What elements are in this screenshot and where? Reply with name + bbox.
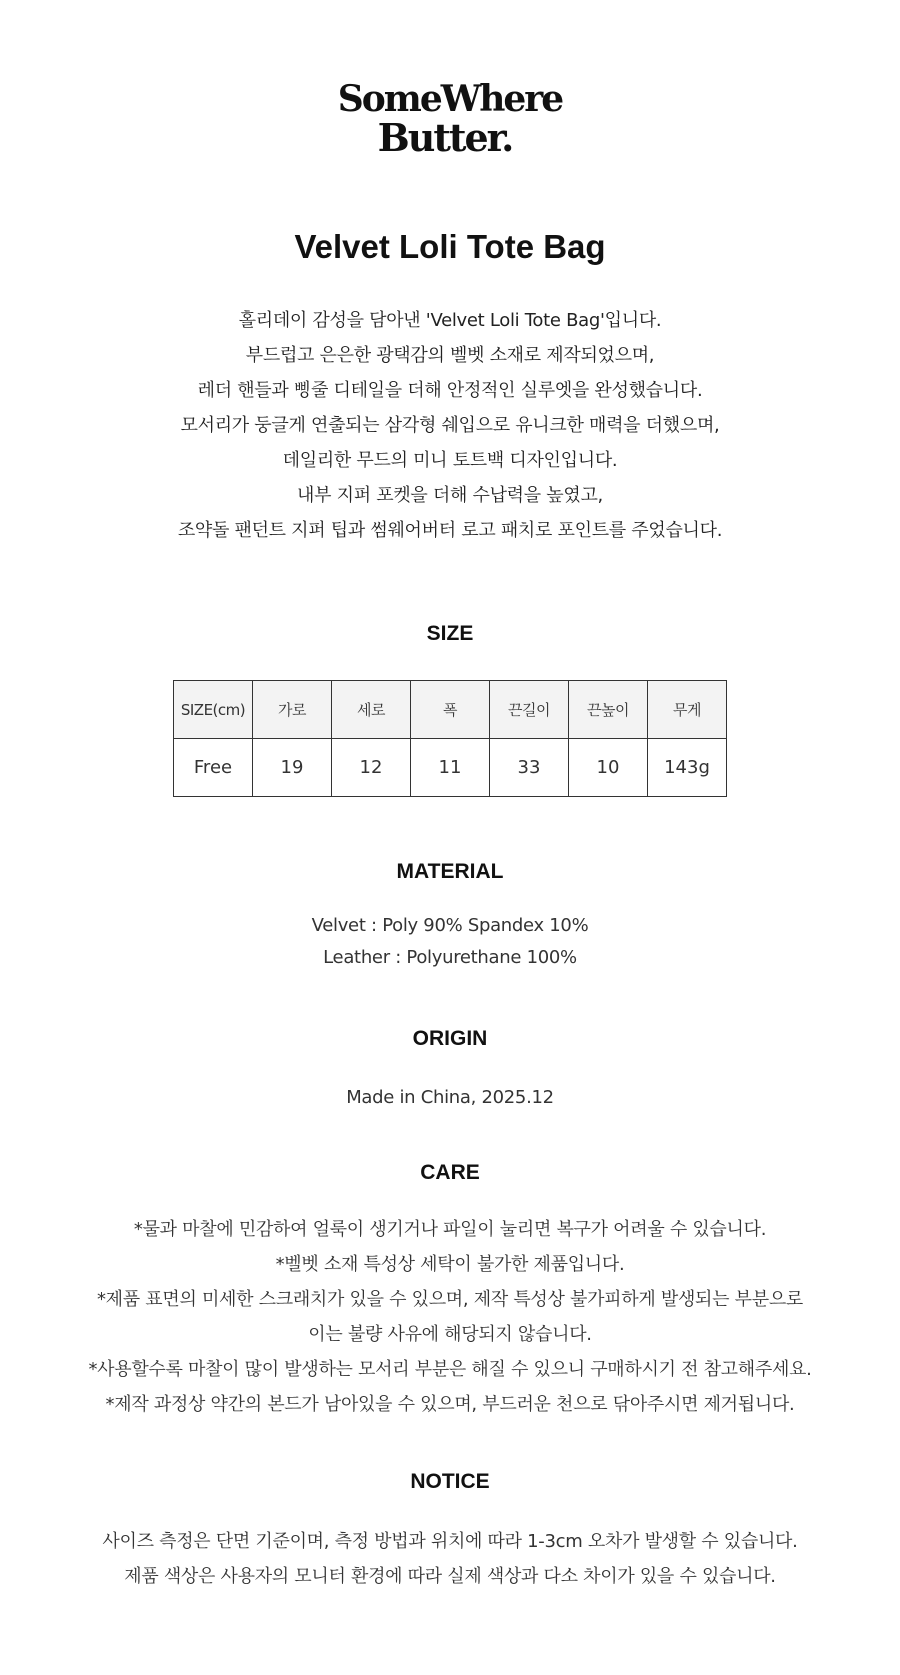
- origin-line: Made in China, 2025.12: [346, 1087, 554, 1108]
- size-header-cell: 폭: [411, 681, 490, 739]
- size-header-cell: 세로: [332, 681, 411, 739]
- size-header-cell: 가로: [253, 681, 332, 739]
- size-heading: SIZE: [426, 622, 474, 645]
- care-text: [0, 1212, 900, 1422]
- size-value-cell: 12: [332, 739, 411, 797]
- size-value-cell: 33: [490, 739, 569, 797]
- care-line: *제품 표면의 미세한 스크래치가 있을 수 있으며, 제작 특성상 불가피하게 발생되는 부분으로: [96, 1289, 803, 1310]
- brand-logo: [0, 80, 900, 158]
- description-line: 레더 핸들과 삥줄 디테일을 더해 안정적인 실루엣을 완성했습니다.: [197, 380, 703, 401]
- size-value-cell: 19: [253, 739, 332, 797]
- description-line: 부드럽고 은은한 광택감의 벨벳 소재로 제작되었으며,: [245, 345, 655, 366]
- brand-logo-line2: Butter.: [377, 115, 513, 160]
- material-line: Velvet : Poly 90% Spandex 10%: [311, 915, 589, 936]
- size-header-cell: 끈길이: [490, 681, 569, 739]
- product-title: Velvet Loli Tote Bag: [294, 228, 606, 265]
- care-line: *사용할수록 마찰이 많이 발생하는 모서리 부분은 해질 수 있으니 구매하시기 전 참고해주세요.: [88, 1359, 812, 1380]
- size-value-cell: 10: [569, 739, 648, 797]
- notice-line: 제품 색상은 사용자의 모니터 환경에 따라 실제 색상과 다소 차이가 있을 수 있습니다.: [124, 1566, 776, 1587]
- material-line: Leather : Polyurethane 100%: [323, 947, 577, 968]
- notice-heading: NOTICE: [410, 1470, 490, 1493]
- description-line: 조약돌 팬던트 지퍼 팁과 썸웨어버터 로고 패치로 포인트를 주었습니다.: [177, 520, 723, 541]
- size-header-cell: SIZE(cm): [174, 681, 253, 739]
- care-line: *물과 마찰에 민감하여 얼룩이 생기거나 파일이 눌리면 복구가 어려울 수 있습니다.: [133, 1219, 767, 1240]
- origin-heading: ORIGIN: [412, 1027, 488, 1050]
- material-text: [0, 910, 900, 974]
- size-value-cell: Free: [174, 739, 253, 797]
- product-description: [0, 303, 900, 548]
- description-line: 모서리가 둥글게 연출되는 삼각형 쉐입으로 유니크한 매력을 더했으며,: [180, 415, 720, 436]
- origin-text: [0, 1082, 900, 1114]
- care-line: 이는 불량 사유에 해당되지 않습니다.: [308, 1324, 592, 1345]
- care-heading: CARE: [420, 1161, 480, 1184]
- size-table: [173, 680, 727, 797]
- notice-line: 사이즈 측정은 단면 기준이며, 측정 방법과 위치에 따라 1-3cm 오차가 발생할 수 있습니다.: [102, 1531, 798, 1552]
- size-table-value-row: [174, 739, 727, 797]
- material-heading: MATERIAL: [396, 860, 504, 883]
- care-line: *제작 과정상 약간의 본드가 남아있을 수 있으며, 부드러운 천으로 닦아주시면 제거됩니다.: [105, 1394, 795, 1415]
- brand-logo-line1: SomeWhere: [337, 78, 563, 120]
- size-value-cell: 11: [411, 739, 490, 797]
- size-value-cell: 143g: [648, 739, 727, 797]
- description-line: 데일리한 무드의 미니 토트백 디자인입니다.: [282, 450, 618, 471]
- notice-text: [0, 1524, 900, 1594]
- description-line: 홀리데이 감성을 담아낸 'Velvet Loli Tote Bag'입니다.: [238, 310, 662, 331]
- care-line: *벨벳 소재 특성상 세탁이 불가한 제품입니다.: [275, 1254, 625, 1275]
- size-table-header-row: [174, 681, 727, 739]
- size-header-cell: 끈높이: [569, 681, 648, 739]
- description-line: 내부 지퍼 포켓을 더해 수납력을 높였고,: [297, 485, 603, 506]
- size-header-cell: 무게: [648, 681, 727, 739]
